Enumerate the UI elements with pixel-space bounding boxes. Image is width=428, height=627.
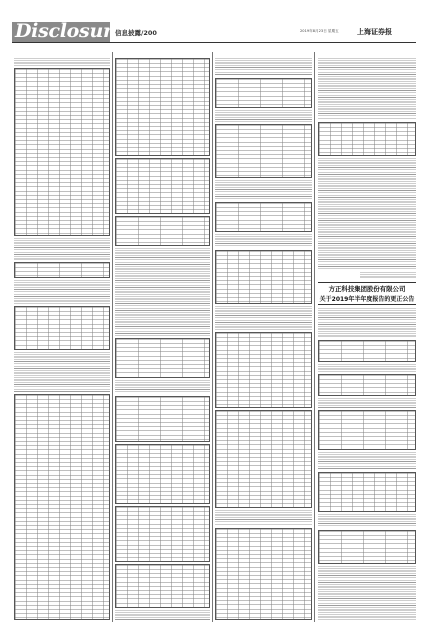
column-divider — [314, 52, 315, 622]
financial-table — [318, 472, 416, 512]
financial-table — [318, 122, 416, 156]
financial-table — [115, 216, 210, 246]
financial-table — [215, 528, 312, 620]
text-block — [14, 238, 110, 260]
financial-table — [115, 338, 210, 378]
text-block — [318, 566, 416, 620]
text-block — [318, 158, 416, 270]
column-divider — [112, 52, 113, 622]
masthead — [0, 0, 428, 44]
financial-table — [115, 158, 210, 214]
text-block — [115, 380, 210, 394]
announcement-company: 方正科技集团股份有限公司 — [328, 285, 406, 293]
financial-table — [318, 340, 416, 362]
financial-table — [115, 396, 210, 442]
text-block — [318, 398, 416, 408]
financial-table — [115, 506, 210, 562]
financial-table — [115, 58, 210, 156]
financial-table — [14, 394, 110, 620]
financial-table — [215, 202, 312, 232]
text-block — [318, 364, 416, 372]
text-block — [215, 306, 312, 330]
text-block — [14, 280, 110, 304]
financial-table — [14, 262, 110, 278]
text-block — [215, 58, 312, 76]
text-block — [215, 110, 312, 122]
financial-table — [215, 250, 312, 304]
financial-table — [318, 530, 416, 564]
signature-block — [360, 272, 416, 278]
text-block — [318, 514, 416, 528]
text-block — [215, 510, 312, 526]
announcement-rule — [318, 304, 416, 305]
financial-table — [318, 374, 416, 396]
header-rule — [12, 42, 416, 43]
text-block — [215, 180, 312, 200]
text-block — [115, 610, 210, 620]
newspaper-name: 上海证券报 — [357, 27, 392, 36]
brand-logo: Disclosure — [15, 20, 125, 42]
announcement-title: 关于2019年半年度报告的更正公告 — [319, 296, 415, 303]
financial-table — [115, 564, 210, 608]
financial-table — [215, 124, 312, 178]
text-block — [318, 308, 416, 338]
text-block — [14, 352, 110, 392]
column-divider — [212, 52, 213, 622]
financial-table — [115, 444, 210, 504]
text-block — [115, 248, 210, 336]
text-block — [318, 58, 416, 120]
financial-table — [215, 410, 312, 508]
financial-table — [215, 78, 312, 108]
text-block — [14, 58, 110, 66]
financial-table — [14, 306, 110, 350]
financial-table — [215, 332, 312, 408]
financial-table — [14, 68, 110, 236]
section-title: 信息披露/200 — [115, 29, 157, 37]
financial-table — [318, 410, 416, 450]
text-block — [215, 234, 312, 248]
issue-date: 2019年8月23日 星期五 — [300, 29, 339, 33]
announcement-rule — [318, 282, 416, 283]
text-block — [318, 452, 416, 470]
